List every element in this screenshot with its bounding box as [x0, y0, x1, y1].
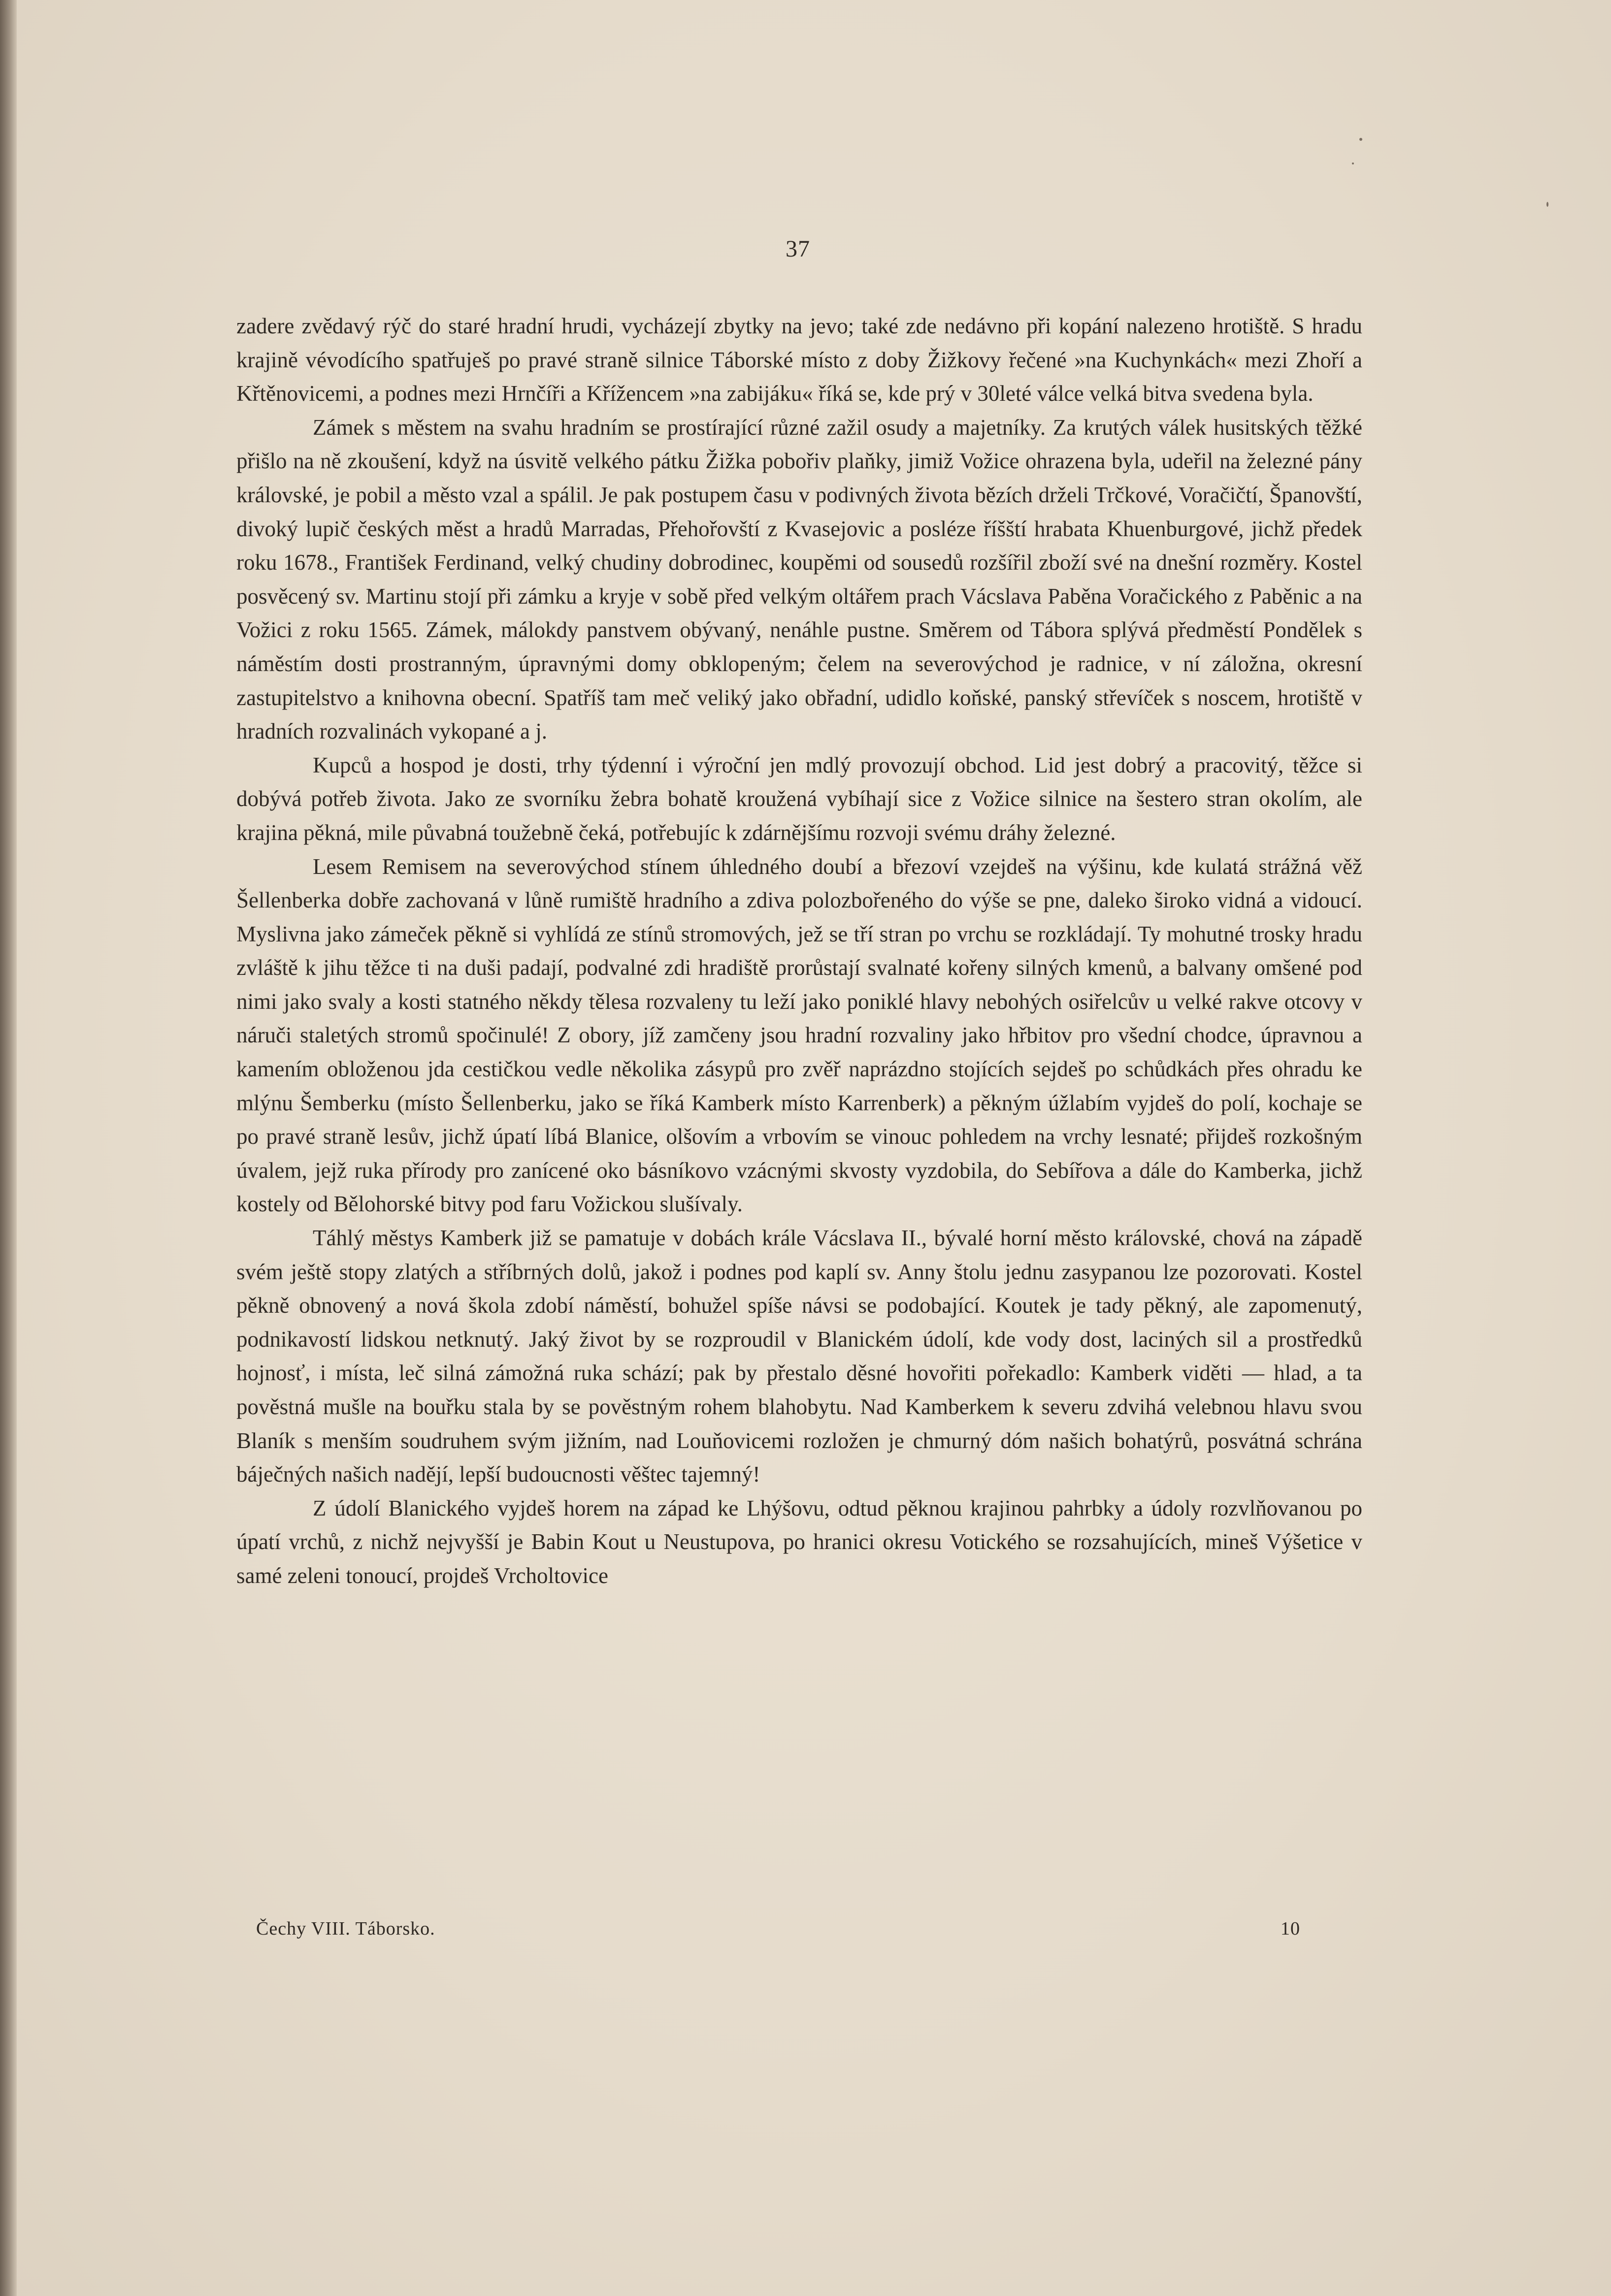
body-text — [236, 309, 1362, 1593]
paragraph: Táhlý městys Kamberk již se pamatuje v dobách krále Vácslava II., bývalé horní město královské, chová na západě svém ještě stopy zlatých a stříbrných dolů, jakož i podnes pod kaplí sv. Anny štolu jednu zasypanou lze pozorovati. Kostel pěkně obnovený a nová škola zdobí náměstí, bohužel spíše návsi se podobající. Koutek je tady pěkný, ale zapomenutý, podnikavostí lidskou netknutý. Jaký život by se rozproudil v Blanickém údolí, kde vody dost, laciných sil a prostředků hojnosť, i místa, leč silná zámožná ruka schází; pak by přestalo děsné hovořiti pořekadlo: Kamberk viděti — hlad, a ta pověstná mušle na bouřku stala by se pověstným rohem blahobytu. Nad Kamberkem k severu zdvihá velebnou hlavu svou Blaník s menším soudruhem svým jižním, nad Louňovicemi rozložen je chmurný dóm našich bohatýrů, posvátná schrána báječných našich nadějí, lepší budoucnosti věštec tajemný! — [236, 1226, 1362, 1487]
footer-signature: Čechy VIII. Táborsko. — [256, 1918, 435, 1939]
page-number: 37 — [786, 236, 810, 262]
paper-speck — [1546, 202, 1548, 207]
paragraph: Lesem Remisem na severovýchod stínem úhledného doubí a březoví vzejdeš na výšinu, kde kulatá strážná věž Šellenberka dobře zachovaná v lůně rumiště hradního a zdiva polozbořeného do výše se pne, daleko široko vidná a vidoucí. Myslivna jako zámeček pěkně si vyhlídá ze stínů stromových, jež se tří stran po vrchu se rozkládají. Ty mohutné trosky hradu zvláště k jihu těžce ti na duši padají, podvalné zdi hradiště prorůstají svalnaté kořeny silných kmenů, a balvany omšené pod nimi jako svaly a kosti statného někdy tělesa rozvaleny tu leží jako poniklé hlavy nebohých osiřelcův u velké rakve otcovy v náruči staletých stromů spočinulé! Z obory, jíž zamčeny jsou hradní rozvaliny jako hřbitov pro všední chodce, úpravnou a kamením obloženou jda cestičkou vedle několika zásypů pro zvěř naprázdno stojících sejdeš po schůdkách přes ohradu ke mlýnu Šemberku (místo Šellenberku, jako se říká Kamberk místo Karrenberk) a pěkným úžlabím vyjdeš do polí, kochaje se po pravé straně lesův, jichž úpatí líbá Blanice, olšovím a vrbovím se vinouc pohledem na vrchy lesnaté; přijdeš rozkošným úvalem, jejž ruka přírody pro zanícené oko básníkovo vzácnými skvosty vyzdobila, do Sebířova a dále do Kamberka, jichž kostely od Bělohorské bitvy pod faru Vožickou slušívaly. — [236, 854, 1362, 1217]
paragraph: Z údolí Blanického vyjdeš horem na západ ke Lhýšovu, odtud pěknou krajinou pahrbky a údoly rozvlňovanou po úpatí vrchů, z nichž nejvyšší je Babin Kout u Neustupova, po hranici okresu Votického se rozsahujících, mineš Výšetice v samé zeleni tonoucí, projdeš Vrcholtovice — [236, 1495, 1362, 1588]
paragraph: Kupců a hospod je dosti, trhy týdenní i výroční jen mdlý provozují obchod. Lid jest dobrý a pracovitý, těžce si dobývá potřeb života. Jako ze svorníku žebra bohatě kroužená vybíhají sice z Vožice silnice na šestero stran okolím, ale krajina pěkná, mile půvabná toužebně čeká, potřebujíc k zdárnějšímu rozvoji svému dráhy železné. — [236, 752, 1362, 845]
footer-sheet-number: 10 — [1281, 1918, 1300, 1939]
paper-speck — [1359, 138, 1362, 141]
book-binding-edge — [0, 0, 17, 2296]
paragraph: Zámek s městem na svahu hradním se prostírající různé zažil osudy a majetníky. Za krutých válek husitských těžké přišlo na ně zkoušení, když na úsvitě velkého pátku Žižka pobořiv plaňky, jimiž Vožice ohrazena byla, udeřil na železné pány královské, je pobil a město vzal a spálil. Je pak postupem času v podivných života bězích drželi Trčkové, Voračičtí, Španovští, divoký lupič českých měst a hradů Marradas, Přehořovští z Kvasejovic a posléze říšští hrabata Khuenburgové, jichž předek roku 1678., František Ferdinand, velký chudiny dobrodinec, koupěmi od sousedů rozšířil zboží své na dnešní rozměry. Kostel posvěcený sv. Martinu stojí při zámku a kryje v sobě před velkým oltářem prach Vácslava Paběna Voračického z Paběnic a na Vožici z roku 1565. Zámek, málokdy panstvem obývaný, nenáhle pustne. Směrem od Tábora splývá předměstí Pondělek s náměstím dosti prostranným, úpravnými domy obklopeným; čelem na severovýchod je radnice, v ní záložna, okresní zastupitelstvo a knihovna obecní. Spatříš tam meč veliký jako obřadní, udidlo koňské, panský střevíček s noscem, hrotiště v hradních rozvalinách vykopané a j. — [236, 415, 1362, 744]
paper-speck — [1352, 162, 1354, 164]
paragraph: zadere zvědavý rýč do staré hradní hrudi, vycházejí zbytky na jevo; také zde nedávno při kopání nalezeno hrotiště. S hradu krajině vévodícího spatřuješ po pravé straně silnice Táborské místo z doby Žižkovy řečené »na Kuchynkách« mezi Zhoří a Křtěnovicemi, a podnes mezi Hrnčíři a Křížencem »na zabijáku« říká se, kde prý v 30leté válce velká bitva svedena byla. — [236, 314, 1362, 406]
